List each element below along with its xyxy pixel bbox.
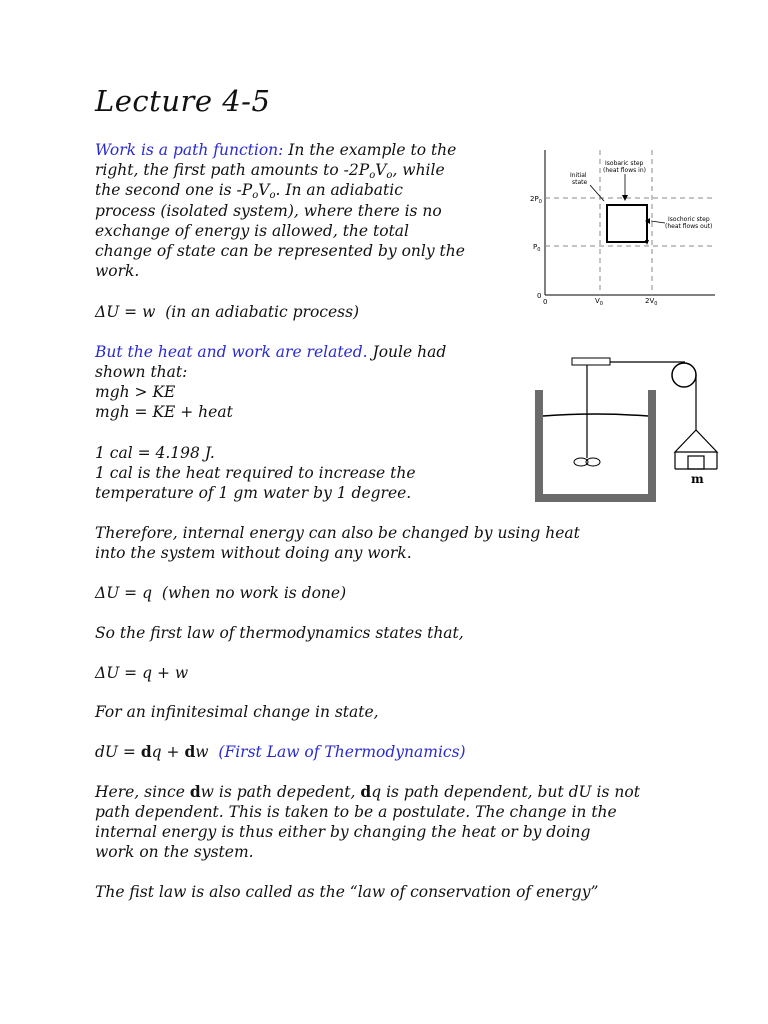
- para7-line3: internal energy is thus either by changing the heat or by doing: [95, 823, 591, 841]
- mass-block: [688, 456, 704, 469]
- para2-line2: shown that:: [95, 363, 188, 381]
- container-wall: [535, 390, 656, 502]
- para7-line2: path dependent. This is taken to be a postulate. The change in the: [95, 803, 617, 821]
- para1-line7: work.: [95, 262, 140, 280]
- label-isobaric-2: (heat flows in): [603, 167, 646, 174]
- label-state: state: [572, 179, 588, 186]
- label-initial: Initial: [570, 172, 587, 179]
- para2-lead: But the heat and work are related.: [95, 343, 368, 361]
- para8: The fist law is also called as the “law of conservation of energy”: [95, 883, 599, 901]
- equation-first-law: ΔU = q + w: [95, 664, 189, 682]
- cycle-path: [607, 205, 647, 242]
- para3-line2: 1 cal is the heat required to increase the: [95, 464, 416, 482]
- tick-v: $V_0$: [595, 297, 603, 307]
- para4-line1: Therefore, internal energy can also be changed by using heat: [95, 524, 580, 542]
- tick-2v: $2V_0$: [645, 297, 658, 307]
- para1-line2: right, the first path amounts to $-2P_oV_o$, while: [95, 161, 445, 181]
- para2-line4: mgh = KE + heat: [95, 403, 233, 421]
- para3-line1: 1 cal = 4.198 J.: [95, 444, 215, 462]
- tick-p: $P_0$: [533, 243, 541, 253]
- para1-line6: change of state can be represented by only the: [95, 242, 465, 260]
- label-isochoric-2: (heat flows out): [665, 223, 713, 230]
- page-title: Lecture 4-5: [95, 84, 271, 118]
- para1-line3: the second one is $-P_oV_o$. In an adiabatic: [95, 181, 403, 201]
- water-surface: [543, 414, 648, 416]
- mass-label: m: [691, 472, 704, 486]
- tick-x0: 0: [543, 298, 548, 306]
- para7-line4: work on the system.: [95, 843, 254, 861]
- para4-line2: into the system without doing any work.: [95, 544, 412, 562]
- weight-hanger: [675, 430, 717, 452]
- tick-2p: $2P_0$: [530, 195, 542, 205]
- para6: For an infinitesimal change in state,: [95, 703, 379, 721]
- para1-line4: process (isolated system), where there is no: [95, 202, 442, 220]
- equation-differential: dU = dq + dw (First Law of Thermodynamics): [95, 742, 466, 761]
- para1-lead: Work is a path function:: [95, 141, 284, 159]
- pv-diagram: [525, 145, 720, 310]
- joule-apparatus: [525, 350, 725, 510]
- para3-line3: temperature of 1 gm water by 1 degree.: [95, 484, 412, 502]
- label-isochoric-1: Isochoric step: [668, 216, 710, 223]
- para2-line1: But the heat and work are related. Joule had: [95, 343, 447, 361]
- equation-no-work: ΔU = q (when no work is done): [95, 584, 347, 602]
- initial-pointer: [590, 185, 604, 201]
- first-law-label: (First Law of Thermodynamics): [218, 743, 466, 761]
- equation-adiabatic: ΔU = w (in an adiabatic process): [95, 303, 360, 321]
- label-isobaric-1: Isobaric step: [605, 160, 644, 167]
- para1-line1: Work is a path function: In the example to the: [95, 141, 457, 159]
- para2-line3: mgh > KE: [95, 383, 176, 401]
- para5: So the first law of thermodynamics states that,: [95, 624, 464, 642]
- para7-line1: Here, since dw is path depedent, dq is path dependent, but dU is not: [95, 782, 640, 801]
- drum-bar: [572, 358, 610, 365]
- tick-y0: 0: [537, 292, 542, 300]
- para1-line5: exchange of energy is allowed, the total: [95, 222, 410, 240]
- isochoric-pointer: [651, 221, 665, 223]
- pulley-wheel: [672, 363, 696, 387]
